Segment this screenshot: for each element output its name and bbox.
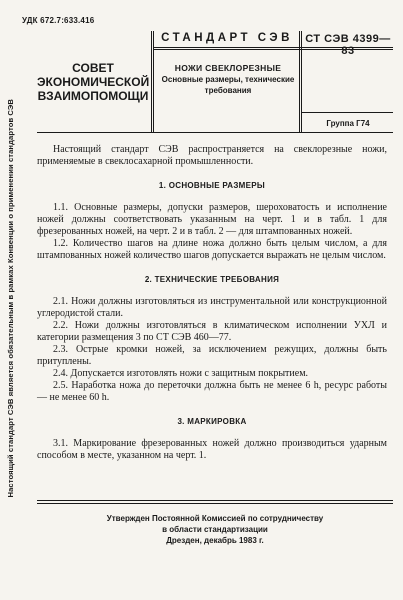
divider bbox=[301, 112, 393, 113]
approval-line: в области стандартизации bbox=[162, 525, 268, 534]
standard-code: СТ СЭВ 4399—83 bbox=[305, 33, 391, 57]
paragraph: 2.2. Ножи должны изготовляться в климатическом исполнении УХЛ и категории размещения 3 по СТ СЭВ 460—77. bbox=[37, 320, 387, 343]
group-code: Группа Г74 bbox=[326, 119, 370, 128]
paragraph: 1.2. Количество шагов на длине ножа должно быть целым числом, а для штампованных ножей количество шагов допускается выражать не целым числом. bbox=[37, 238, 387, 261]
approval-footer bbox=[37, 500, 393, 546]
organization-name bbox=[37, 61, 149, 103]
paragraph: 2.4. Допускается изготовлять ножи с защитным покрытием. bbox=[53, 368, 309, 379]
document-body bbox=[37, 144, 387, 462]
side-note: Настоящий стандарт СЭВ является обязательным в рамках Конвенции о применении стандартов СЭВ bbox=[5, 98, 15, 498]
paragraph: 2.1. Ножи должны изготовляться из инструментальной или конструкционной углеродистой стали. bbox=[37, 296, 387, 319]
side-note-container bbox=[3, 18, 17, 578]
section-heading: 2. ТЕХНИЧЕСКИЕ ТРЕБОВАНИЯ bbox=[144, 275, 280, 284]
paragraph: 1.1. Основные размеры, допуски размеров, шероховатость и исполнение ножей должны соответствовать указанным на черт. 1 и в табл. 1 для фрезерованных ножей, на черт. 2 и в табл. 2 — для штампованных ножей. bbox=[37, 202, 387, 237]
paragraph: 2.3. Острые кромки ножей, за исключением режущих, должны быть притуплены. bbox=[37, 344, 387, 367]
section-heading: 1. ОСНОВНЫЕ РАЗМЕРЫ bbox=[158, 181, 266, 190]
header-block bbox=[37, 31, 393, 133]
section-heading: 3. МАРКИРОВКА bbox=[177, 417, 247, 426]
title-sub: Основные размеры, технические требования bbox=[161, 75, 295, 95]
document-title bbox=[157, 63, 299, 96]
org-line: ВЗАИМОПОМОЩИ bbox=[37, 89, 149, 103]
udk-code: УДК 672.7:633.416 bbox=[22, 16, 95, 25]
paragraph: 2.5. Наработка ножа до переточки должна быть не менее 6 h, ресурс работы — не менее 60 h. bbox=[37, 380, 387, 403]
org-line: СОВЕТ bbox=[72, 61, 114, 75]
standard-label: СТАНДАРТ СЭВ bbox=[161, 32, 293, 44]
title-main: НОЖИ СВЕКЛОРЕЗНЫЕ bbox=[174, 63, 282, 73]
intro-paragraph: Настоящий стандарт СЭВ распространяется на свеклорезные ножи, применяемые в свеклосахарной промышленности. bbox=[37, 144, 387, 167]
approval-text bbox=[37, 513, 393, 546]
paragraph: 3.1. Маркирование фрезерованных ножей должно производиться ударным способом в месте, указанном на черт. 1. bbox=[37, 438, 387, 461]
approval-line: Утвержден Постоянной Комиссией по сотрудничеству bbox=[106, 514, 324, 523]
divider bbox=[151, 31, 152, 133]
approval-line: Дрезден, декабрь 1983 г. bbox=[166, 536, 264, 545]
divider bbox=[37, 132, 393, 133]
divider bbox=[37, 500, 393, 504]
org-line: ЭКОНОМИЧЕСКОЙ bbox=[37, 75, 150, 89]
